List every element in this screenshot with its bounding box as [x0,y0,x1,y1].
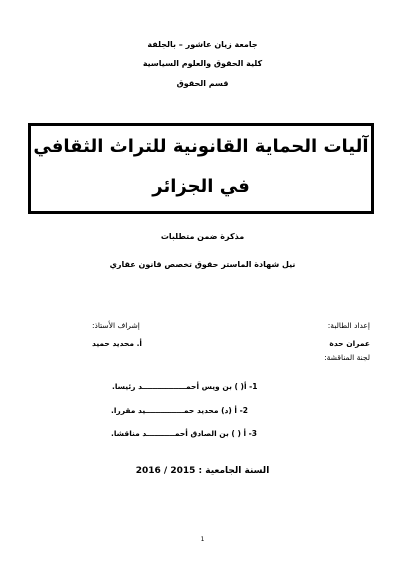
department-name: قسم الحقوق [176,79,229,88]
committee-member-2: 2- أ (د) محديد حمـــــــــــــــيد مقررا. [111,406,248,415]
memo-line-2: نيل شهادة الماستر حقوق تخصص قانون عقاري [109,260,296,269]
memo-line-1: مذكرة ضمن متطلبات [160,232,245,241]
committee-label: لجنة المناقشة: [324,353,370,362]
thesis-title-line-2: في الجزائر [152,176,250,197]
university-name: جامعة زيان عاشور – بالجلفة [147,40,258,49]
title-box [28,123,374,214]
student-name: عمران حدة [329,339,370,348]
academic-year: السنة الجامعية : 2015 / 2016 [135,466,270,476]
page-number: 1 [200,536,205,543]
prepared-by-label: إعداد الطالبة: [327,321,370,330]
committee-member-1: 1- أ( ) بن ويس أحمـــــــــــــــــد رئيسا. [112,382,258,391]
faculty-name: كلية الحقوق والعلوم السياسية [142,59,263,68]
supervisor-name: أ. محديد حميد [92,339,142,348]
committee-member-3: 3- أ ( ) بن الصادق أحمـــــــــــد مناقشا. [111,429,258,438]
supervisor-label: إشراف الأستاذ: [92,321,140,330]
thesis-title-line-1: آليات الحماية القانونية للتراث الثقافي [33,136,369,157]
